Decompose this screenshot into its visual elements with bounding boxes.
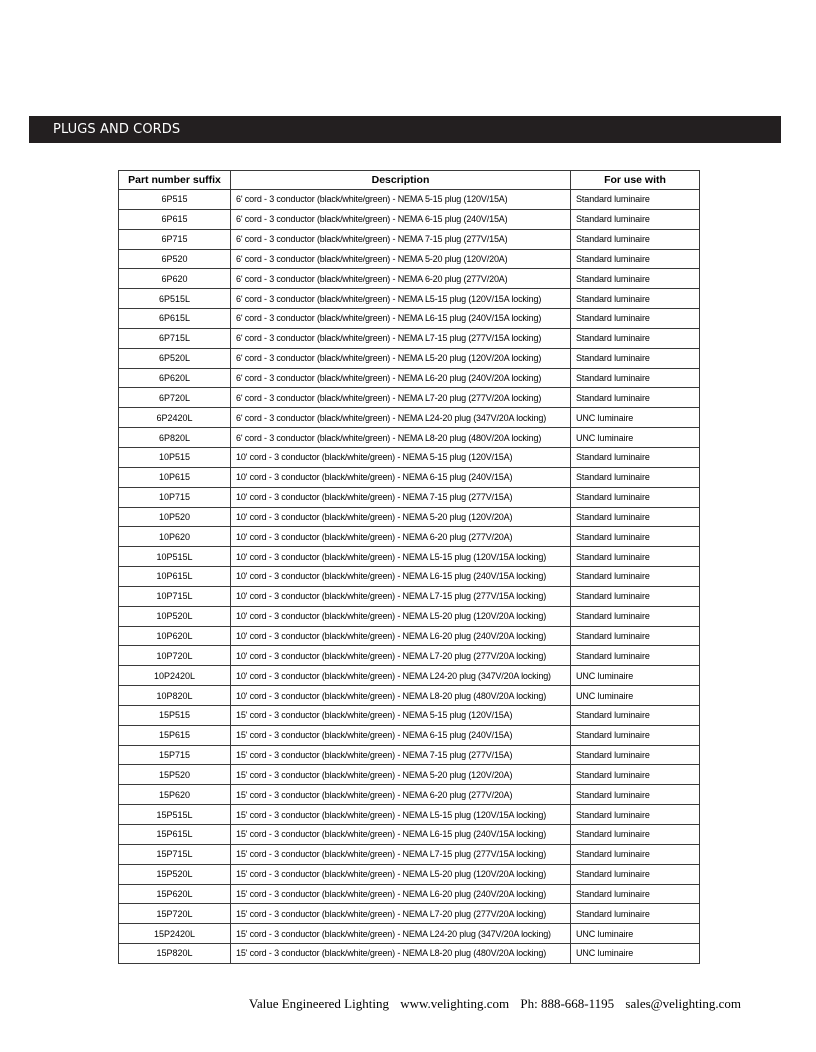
- cell-for-use-with: UNC luminaire: [571, 428, 700, 448]
- cell-part-number-suffix: 6P620L: [119, 368, 231, 388]
- footer-company: Value Engineered Lighting: [248, 996, 389, 1011]
- table-row: [119, 229, 700, 249]
- cell-part-number-suffix: 10P615L: [119, 567, 231, 587]
- cell-for-use-with: Standard luminaire: [571, 447, 700, 467]
- cell-part-number-suffix: 6P520: [119, 249, 231, 269]
- cell-for-use-with: Standard luminaire: [571, 586, 700, 606]
- cell-description: 15' cord - 3 conductor (black/white/green) - NEMA L6-20 plug (240V/20A locking): [231, 884, 571, 904]
- cell-for-use-with: Standard luminaire: [571, 606, 700, 626]
- table-row: [119, 408, 700, 428]
- cell-part-number-suffix: 6P515L: [119, 289, 231, 309]
- cell-part-number-suffix: 10P515: [119, 447, 231, 467]
- cell-for-use-with: Standard luminaire: [571, 507, 700, 527]
- cell-part-number-suffix: 15P520: [119, 765, 231, 785]
- table-row: [119, 527, 700, 547]
- cell-description: 15' cord - 3 conductor (black/white/green) - NEMA L5-20 plug (120V/20A locking): [231, 864, 571, 884]
- table-row: [119, 924, 700, 944]
- table-row: [119, 289, 700, 309]
- table-row: [119, 309, 700, 329]
- cell-description: 6' cord - 3 conductor (black/white/green) - NEMA L5-15 plug (120V/15A locking): [231, 289, 571, 309]
- cell-description: 6' cord - 3 conductor (black/white/green) - NEMA 6-15 plug (240V/15A): [231, 209, 571, 229]
- cell-description: 10' cord - 3 conductor (black/white/green) - NEMA 6-15 plug (240V/15A): [231, 467, 571, 487]
- cell-part-number-suffix: 15P2420L: [119, 924, 231, 944]
- cell-part-number-suffix: 15P615: [119, 725, 231, 745]
- table-row: [119, 447, 700, 467]
- cell-for-use-with: Standard luminaire: [571, 884, 700, 904]
- cell-part-number-suffix: 6P615L: [119, 309, 231, 329]
- cell-for-use-with: Standard luminaire: [571, 646, 700, 666]
- cell-description: 15' cord - 3 conductor (black/white/green) - NEMA L7-15 plug (277V/15A locking): [231, 844, 571, 864]
- cell-part-number-suffix: 6P720L: [119, 388, 231, 408]
- cell-for-use-with: Standard luminaire: [571, 705, 700, 725]
- cell-description: 15' cord - 3 conductor (black/white/green) - NEMA 6-20 plug (277V/20A): [231, 785, 571, 805]
- cell-description: 6' cord - 3 conductor (black/white/green) - NEMA L5-20 plug (120V/20A locking): [231, 348, 571, 368]
- cell-description: 10' cord - 3 conductor (black/white/green) - NEMA L5-15 plug (120V/15A locking): [231, 547, 571, 567]
- cell-for-use-with: Standard luminaire: [571, 269, 700, 289]
- table-row: [119, 646, 700, 666]
- column-header-for-use-with: For use with: [571, 171, 700, 190]
- cell-part-number-suffix: 15P820L: [119, 944, 231, 964]
- table-row: [119, 686, 700, 706]
- cell-for-use-with: Standard luminaire: [571, 229, 700, 249]
- cell-for-use-with: Standard luminaire: [571, 309, 700, 329]
- cell-for-use-with: Standard luminaire: [571, 249, 700, 269]
- cell-part-number-suffix: 6P715: [119, 229, 231, 249]
- cell-for-use-with: Standard luminaire: [571, 725, 700, 745]
- cell-for-use-with: Standard luminaire: [571, 368, 700, 388]
- cell-for-use-with: Standard luminaire: [571, 745, 700, 765]
- cell-for-use-with: Standard luminaire: [571, 547, 700, 567]
- cell-part-number-suffix: 15P520L: [119, 864, 231, 884]
- cell-for-use-with: UNC luminaire: [571, 666, 700, 686]
- section-header-bar: [29, 116, 781, 143]
- cell-description: 15' cord - 3 conductor (black/white/green) - NEMA 6-15 plug (240V/15A): [231, 725, 571, 745]
- column-header-description: Description: [231, 171, 571, 190]
- table-row: [119, 586, 700, 606]
- cell-description: 15' cord - 3 conductor (black/white/green) - NEMA 5-20 plug (120V/20A): [231, 765, 571, 785]
- cell-description: 6' cord - 3 conductor (black/white/green) - NEMA L7-15 plug (277V/15A locking): [231, 328, 571, 348]
- cell-for-use-with: Standard luminaire: [571, 348, 700, 368]
- table-header-row: [119, 171, 700, 190]
- table-row: [119, 328, 700, 348]
- cell-for-use-with: Standard luminaire: [571, 289, 700, 309]
- cell-description: 6' cord - 3 conductor (black/white/green) - NEMA L7-20 plug (277V/20A locking): [231, 388, 571, 408]
- footer-phone: Ph: 888-668-1195: [520, 996, 615, 1011]
- cell-part-number-suffix: 15P515L: [119, 805, 231, 825]
- table-body: [119, 190, 700, 964]
- cell-description: 10' cord - 3 conductor (black/white/green) - NEMA 6-20 plug (277V/20A): [231, 527, 571, 547]
- table-row: [119, 884, 700, 904]
- cell-part-number-suffix: 6P620: [119, 269, 231, 289]
- table-row: [119, 467, 700, 487]
- cell-description: 10' cord - 3 conductor (black/white/green) - NEMA L8-20 plug (480V/20A locking): [231, 686, 571, 706]
- cell-part-number-suffix: 15P515: [119, 705, 231, 725]
- cell-for-use-with: Standard luminaire: [571, 864, 700, 884]
- cell-description: 10' cord - 3 conductor (black/white/green) - NEMA L7-20 plug (277V/20A locking): [231, 646, 571, 666]
- section-title: PLUGS AND CORDS: [53, 122, 181, 137]
- cell-for-use-with: UNC luminaire: [571, 924, 700, 944]
- table-row: [119, 944, 700, 964]
- table-row: [119, 705, 700, 725]
- cell-description: 10' cord - 3 conductor (black/white/green) - NEMA 5-15 plug (120V/15A): [231, 447, 571, 467]
- cell-description: 6' cord - 3 conductor (black/white/green) - NEMA 7-15 plug (277V/15A): [231, 229, 571, 249]
- cell-for-use-with: Standard luminaire: [571, 527, 700, 547]
- cell-description: 10' cord - 3 conductor (black/white/green) - NEMA L6-20 plug (240V/20A locking): [231, 626, 571, 646]
- cell-for-use-with: UNC luminaire: [571, 944, 700, 964]
- table-row: [119, 606, 700, 626]
- cell-part-number-suffix: 10P520L: [119, 606, 231, 626]
- cell-part-number-suffix: 10P720L: [119, 646, 231, 666]
- table-row: [119, 209, 700, 229]
- cell-description: 15' cord - 3 conductor (black/white/green) - NEMA 5-15 plug (120V/15A): [231, 705, 571, 725]
- table-row: [119, 904, 700, 924]
- table-row: [119, 388, 700, 408]
- table-row: [119, 725, 700, 745]
- table-row: [119, 626, 700, 646]
- cell-part-number-suffix: 10P615: [119, 467, 231, 487]
- cell-for-use-with: Standard luminaire: [571, 209, 700, 229]
- table-row: [119, 368, 700, 388]
- page-footer: [249, 996, 741, 1012]
- cell-description: 15' cord - 3 conductor (black/white/green) - NEMA L6-15 plug (240V/15A locking): [231, 825, 571, 845]
- table-row: [119, 487, 700, 507]
- table-row: [119, 825, 700, 845]
- plugs-cords-table: [118, 170, 700, 964]
- cell-description: 15' cord - 3 conductor (black/white/green) - NEMA L24-20 plug (347V/20A locking): [231, 924, 571, 944]
- cell-part-number-suffix: 10P820L: [119, 686, 231, 706]
- table-row: [119, 805, 700, 825]
- cell-part-number-suffix: 10P2420L: [119, 666, 231, 686]
- cell-part-number-suffix: 10P715: [119, 487, 231, 507]
- cell-part-number-suffix: 15P715L: [119, 844, 231, 864]
- cell-description: 6' cord - 3 conductor (black/white/green) - NEMA 5-15 plug (120V/15A): [231, 190, 571, 210]
- cell-part-number-suffix: 6P715L: [119, 328, 231, 348]
- table-row: [119, 190, 700, 210]
- cell-part-number-suffix: 10P620L: [119, 626, 231, 646]
- cell-part-number-suffix: 10P515L: [119, 547, 231, 567]
- cell-description: 10' cord - 3 conductor (black/white/green) - NEMA L7-15 plug (277V/15A locking): [231, 586, 571, 606]
- table-row: [119, 844, 700, 864]
- cell-part-number-suffix: 10P715L: [119, 586, 231, 606]
- cell-for-use-with: Standard luminaire: [571, 567, 700, 587]
- cell-for-use-with: UNC luminaire: [571, 408, 700, 428]
- cell-description: 6' cord - 3 conductor (black/white/green) - NEMA L8-20 plug (480V/20A locking): [231, 428, 571, 448]
- cell-for-use-with: Standard luminaire: [571, 825, 700, 845]
- cell-part-number-suffix: 15P620L: [119, 884, 231, 904]
- cell-description: 6' cord - 3 conductor (black/white/green) - NEMA L24-20 plug (347V/20A locking): [231, 408, 571, 428]
- table-row: [119, 666, 700, 686]
- cell-description: 6' cord - 3 conductor (black/white/green) - NEMA 5-20 plug (120V/20A): [231, 249, 571, 269]
- cell-description: 15' cord - 3 conductor (black/white/green) - NEMA L5-15 plug (120V/15A locking): [231, 805, 571, 825]
- footer-email[interactable]: sales@velighting.com: [625, 996, 741, 1011]
- cell-for-use-with: Standard luminaire: [571, 467, 700, 487]
- cell-part-number-suffix: 15P720L: [119, 904, 231, 924]
- cell-for-use-with: Standard luminaire: [571, 190, 700, 210]
- cell-description: 10' cord - 3 conductor (black/white/green) - NEMA L5-20 plug (120V/20A locking): [231, 606, 571, 626]
- column-header-part-number-suffix: Part number suffix: [119, 171, 231, 190]
- cell-part-number-suffix: 6P515: [119, 190, 231, 210]
- cell-for-use-with: Standard luminaire: [571, 904, 700, 924]
- table-row: [119, 567, 700, 587]
- cell-part-number-suffix: 6P520L: [119, 348, 231, 368]
- table-row: [119, 765, 700, 785]
- cell-description: 15' cord - 3 conductor (black/white/green) - NEMA 7-15 plug (277V/15A): [231, 745, 571, 765]
- cell-description: 15' cord - 3 conductor (black/white/green) - NEMA L7-20 plug (277V/20A locking): [231, 904, 571, 924]
- cell-description: 10' cord - 3 conductor (black/white/green) - NEMA 5-20 plug (120V/20A): [231, 507, 571, 527]
- cell-part-number-suffix: 6P2420L: [119, 408, 231, 428]
- table-row: [119, 547, 700, 567]
- cell-part-number-suffix: 6P615: [119, 209, 231, 229]
- table-row: [119, 269, 700, 289]
- table-row: [119, 249, 700, 269]
- cell-for-use-with: Standard luminaire: [571, 487, 700, 507]
- cell-part-number-suffix: 15P615L: [119, 825, 231, 845]
- table-row: [119, 745, 700, 765]
- cell-part-number-suffix: 6P820L: [119, 428, 231, 448]
- table-row: [119, 428, 700, 448]
- table-row: [119, 864, 700, 884]
- table-row: [119, 348, 700, 368]
- cell-for-use-with: UNC luminaire: [571, 686, 700, 706]
- cell-part-number-suffix: 15P620: [119, 785, 231, 805]
- table-row: [119, 507, 700, 527]
- cell-part-number-suffix: 10P520: [119, 507, 231, 527]
- footer-website[interactable]: www.velighting.com: [400, 996, 510, 1011]
- cell-for-use-with: Standard luminaire: [571, 785, 700, 805]
- cell-for-use-with: Standard luminaire: [571, 626, 700, 646]
- cell-for-use-with: Standard luminaire: [571, 388, 700, 408]
- cell-description: 15' cord - 3 conductor (black/white/green) - NEMA L8-20 plug (480V/20A locking): [231, 944, 571, 964]
- table-row: [119, 785, 700, 805]
- cell-part-number-suffix: 10P620: [119, 527, 231, 547]
- cell-description: 6' cord - 3 conductor (black/white/green) - NEMA 6-20 plug (277V/20A): [231, 269, 571, 289]
- cell-for-use-with: Standard luminaire: [571, 844, 700, 864]
- cell-description: 10' cord - 3 conductor (black/white/green) - NEMA 7-15 plug (277V/15A): [231, 487, 571, 507]
- cell-for-use-with: Standard luminaire: [571, 328, 700, 348]
- cell-description: 6' cord - 3 conductor (black/white/green) - NEMA L6-20 plug (240V/20A locking): [231, 368, 571, 388]
- cell-description: 6' cord - 3 conductor (black/white/green) - NEMA L6-15 plug (240V/15A locking): [231, 309, 571, 329]
- cell-description: 10' cord - 3 conductor (black/white/green) - NEMA L24-20 plug (347V/20A locking): [231, 666, 571, 686]
- cell-part-number-suffix: 15P715: [119, 745, 231, 765]
- cell-for-use-with: Standard luminaire: [571, 765, 700, 785]
- cell-for-use-with: Standard luminaire: [571, 805, 700, 825]
- cell-description: 10' cord - 3 conductor (black/white/green) - NEMA L6-15 plug (240V/15A locking): [231, 567, 571, 587]
